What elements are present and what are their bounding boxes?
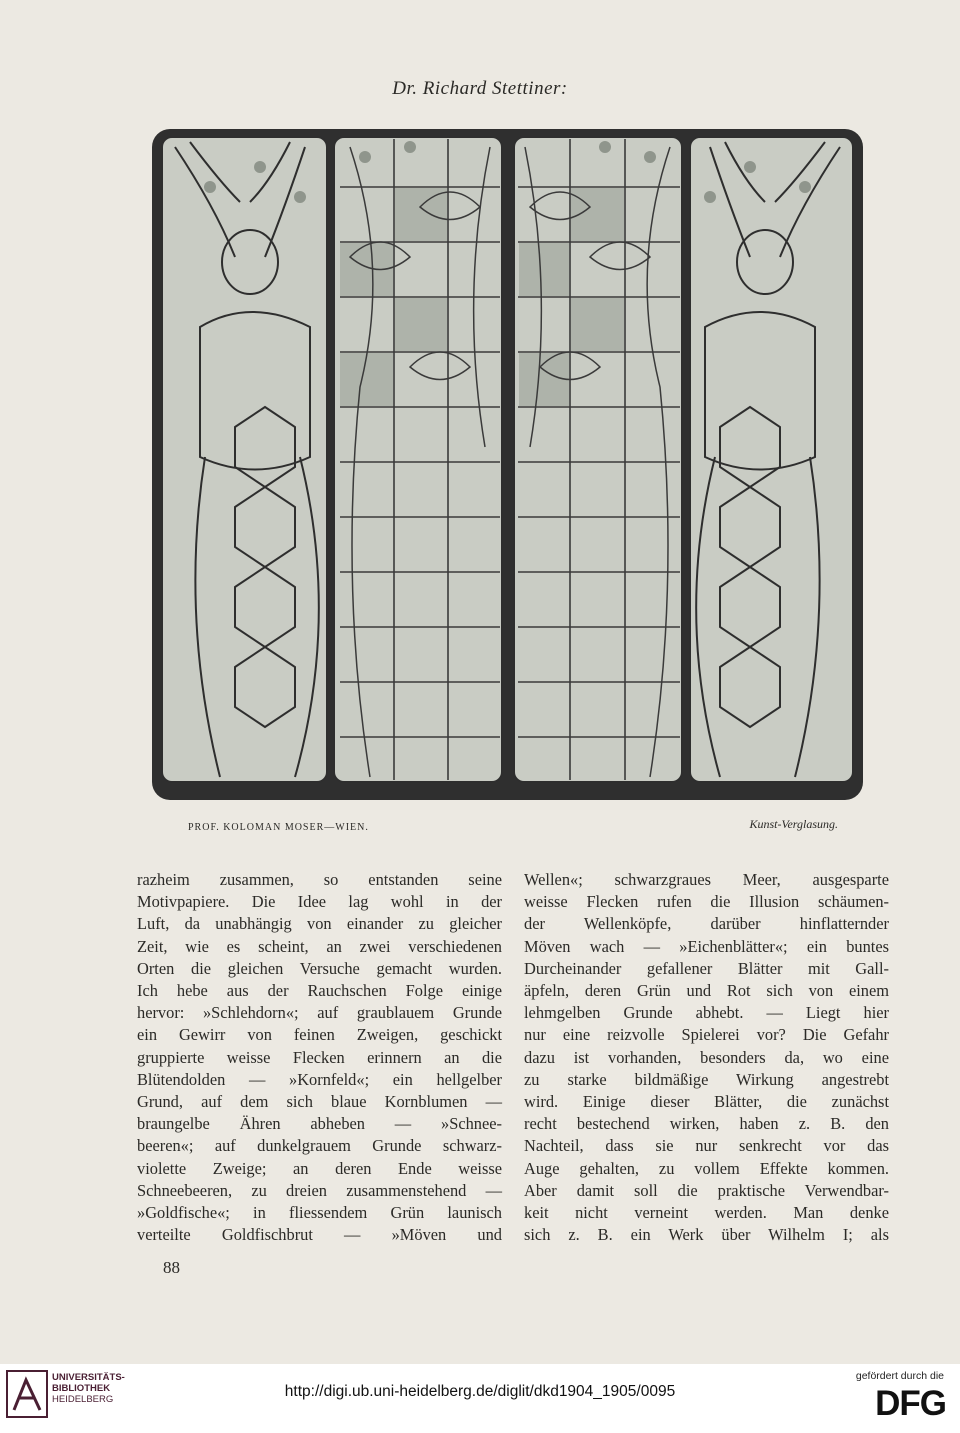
text-line: Durcheinander gefallener Blätter mit Gall- [524, 958, 889, 978]
text-column-left [137, 869, 502, 1246]
page-number: 88 [163, 1258, 180, 1277]
text-line: Luft, da unabhängig von einander zu gleicher [137, 914, 502, 934]
text-line: Schneebeeren, zu dreien zusammenstehend — [137, 1180, 502, 1200]
permalink-url[interactable]: http://digi.ub.uni-heidelberg.de/diglit/dkd1904_1905/0095 [284, 1383, 676, 1400]
text-line: Aber damit soll die praktische Verwendbar- [524, 1180, 889, 1200]
text-line: Wellen«; schwarzgraues Meer, ausgesparte [524, 870, 889, 889]
text-line: Ich hebe aus der Rauchschen Folge einige [137, 981, 502, 1001]
text-line: razheim zusammen, so entstanden seine [137, 870, 502, 889]
figure-caption-artist: PROF. KOLOMAN MOSER—WIEN. [188, 822, 369, 833]
text-line: der Wellenköpfe, darüber hinflatternder [524, 914, 889, 934]
text-line: sich z. B. ein Werk über Wilhelm I; als [524, 1225, 889, 1245]
text-line: weisse Flecken rufen die Illusion schäumen- [524, 892, 889, 912]
text-line: hervor: »Schlehdorn«; auf graublauem Grunde [137, 1003, 502, 1023]
text-line: braungelbe Ähren abheben — »Schnee- [137, 1114, 502, 1134]
library-name-line: BIBLIOTHEK [52, 1383, 111, 1394]
text-line: Nachteil, dass sie nur senkrecht vor das [524, 1136, 889, 1156]
text-line: verteilte Goldfischbrut — »Möven und [137, 1225, 502, 1245]
text-line: keit nicht verneint werden. Man denke [524, 1203, 889, 1223]
funding-label: gefördert durch die [855, 1370, 944, 1382]
text-line: ein Gewirr von feinen Zweigen, geschickt [137, 1025, 502, 1045]
library-name-line: HEIDELBERG [52, 1394, 114, 1405]
text-line: recht bestechend wirken, haben z. B. den [524, 1114, 889, 1134]
text-line: Orten die gleichen Versuche gemacht wurden. [137, 958, 502, 978]
text-line: Zeit, wie es scheint, an zwei verschiedenen [137, 936, 502, 956]
library-name-line: UNIVERSITÄTS- [52, 1372, 125, 1383]
text-line: dazu ist vorhanden, besonders da, wo eine [524, 1047, 889, 1067]
text-line: wird. Einige dieser Blätter, die zunächst [524, 1092, 889, 1112]
text-line: Auge gehalten, zu vollem Effekte kommen. [524, 1158, 889, 1178]
text-line: gruppierte weisse Flecken erinnern an die [137, 1047, 502, 1067]
text-line: Möven wach — »Eichenblätter«; ein buntes [524, 936, 889, 956]
text-line: Grund, auf dem sich blaue Kornblumen — [137, 1092, 502, 1112]
stained-glass-illustration [150, 127, 865, 802]
text-line: äpfeln, deren Grün und Rot sich von einem [524, 981, 889, 1001]
stained-glass-drawing [150, 127, 865, 802]
text-line: beeren«; auf dunkelgrauem Grunde schwarz- [137, 1136, 502, 1156]
figure-caption-title: Kunst-Verglasung. [749, 817, 838, 831]
text-column-right [524, 869, 889, 1246]
text-line: Blütendolden — »Kornfeld«; ein hellgelber [137, 1069, 502, 1089]
text-line: Motivpapiere. Die Idee lag wohl in der [137, 892, 502, 912]
text-line: »Goldfische«; in fliessendem Grün launisch [137, 1203, 502, 1223]
text-line: nur eine reizvolle Spielerei vor? Die Gefahr [524, 1025, 889, 1045]
text-line: lehmgelben Grunde abhebt. — Liegt hier [524, 1003, 889, 1023]
dfg-logo: DFG [875, 1384, 946, 1423]
text-line: violette Zweige; an deren Ende weisse [137, 1158, 502, 1178]
text-line: zu starke bildmäßige Wirkung angestrebt [524, 1069, 889, 1089]
running-header: Dr. Richard Stettiner: [392, 78, 568, 99]
digitization-footer [0, 1364, 960, 1433]
